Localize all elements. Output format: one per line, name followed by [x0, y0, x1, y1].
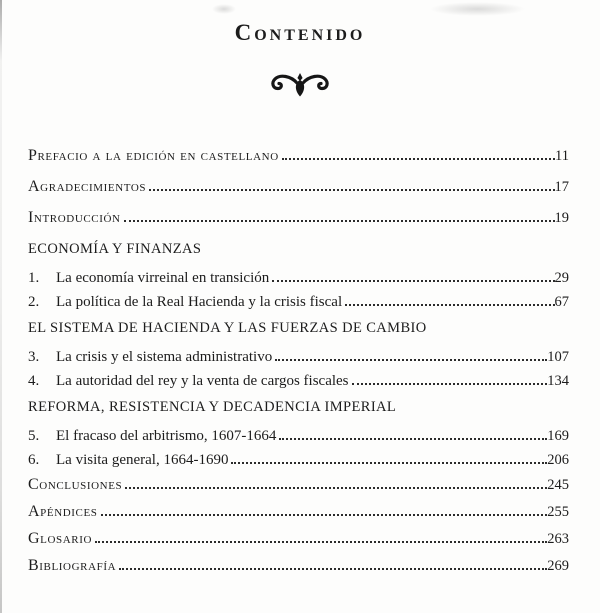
dot-leader	[345, 304, 554, 306]
toc-entry-label: Prefacio a la edición en castellano	[28, 147, 279, 164]
dot-leader	[95, 541, 547, 543]
toc-entry-label: Bibliografía	[28, 557, 117, 574]
chapter-title: La crisis y el sistema administrativo	[56, 349, 273, 365]
chapter-number: 3.	[28, 349, 40, 365]
toc-chapter-3	[28, 347, 569, 367]
chapter-title: La economía virreinal en transición	[56, 270, 270, 286]
dot-leader	[124, 220, 555, 222]
dot-leader	[119, 568, 547, 570]
toc-entry-apendices	[28, 502, 569, 522]
page-title: Contenido	[234, 20, 366, 45]
section-heading-sistema: EL SISTEMA DE HACIENDA Y LAS FUERZAS DE CAMBIO	[28, 320, 427, 336]
toc-entry-page: 245	[547, 477, 569, 493]
section-heading-economia: ECONOMÍA Y FINANZAS	[28, 241, 202, 257]
dot-leader	[279, 438, 547, 440]
toc-chapter-6	[28, 450, 569, 470]
chapter-title: La autoridad del rey y la venta de cargos fiscales	[56, 373, 349, 389]
toc-entry-label: Conclusiones	[28, 476, 123, 493]
dot-leader	[125, 487, 547, 489]
chapter-page: 107	[547, 349, 569, 365]
chapter-number: 2.	[28, 294, 40, 310]
dot-leader	[149, 189, 554, 191]
chapter-title: El fracaso del arbitrismo, 1607-1664	[56, 428, 277, 444]
chapter-title: La visita general, 1664-1690	[56, 452, 229, 468]
toc-entry-prefacio	[28, 146, 569, 166]
toc-entry-agradecimientos	[28, 177, 569, 197]
toc-entry-label: Apéndices	[28, 503, 98, 520]
toc-chapter-1	[28, 268, 569, 288]
chapter-page: 67	[554, 294, 569, 310]
chapter-page: 29	[554, 270, 569, 286]
toc-entry-label: Agradecimientos	[28, 178, 147, 195]
dot-leader	[352, 383, 548, 385]
toc-chapter-2	[28, 292, 569, 312]
toc-entry-page: 11	[555, 148, 569, 164]
toc-entry-label: Glosario	[28, 530, 93, 547]
toc-entry-page: 17	[554, 179, 569, 195]
dot-leader	[275, 359, 547, 361]
chapter-title: La política de la Real Hacienda y la crisis fiscal	[56, 294, 343, 310]
table-of-contents	[0, 146, 600, 576]
toc-entry-page: 263	[547, 531, 569, 547]
chapter-number: 1.	[28, 270, 40, 286]
toc-entry-introduccion	[28, 208, 569, 228]
toc-entry-label: Introducción	[28, 209, 121, 226]
dot-leader	[231, 462, 547, 464]
chapter-page: 169	[547, 428, 569, 444]
toc-entry-page: 19	[554, 210, 569, 226]
toc-entry-conclusiones	[28, 475, 569, 495]
toc-entry-page: 255	[547, 504, 569, 520]
chapter-number: 6.	[28, 452, 40, 468]
dot-leader	[282, 158, 555, 160]
chapter-number: 4.	[28, 373, 40, 389]
toc-chapter-5	[28, 426, 569, 446]
chapter-number: 5.	[28, 428, 40, 444]
dot-leader	[101, 514, 548, 516]
toc-entry-page: 269	[547, 558, 569, 574]
toc-entry-bibliografia	[28, 556, 569, 576]
chapter-page: 134	[547, 373, 569, 389]
chapter-page: 206	[547, 452, 569, 468]
section-heading-reforma: REFORMA, RESISTENCIA Y DECADENCIA IMPERIAL	[28, 399, 397, 415]
dot-leader	[272, 280, 554, 282]
toc-entry-glosario	[28, 529, 569, 549]
toc-chapter-4	[28, 371, 569, 391]
fleuron-ornament-icon	[0, 70, 600, 102]
